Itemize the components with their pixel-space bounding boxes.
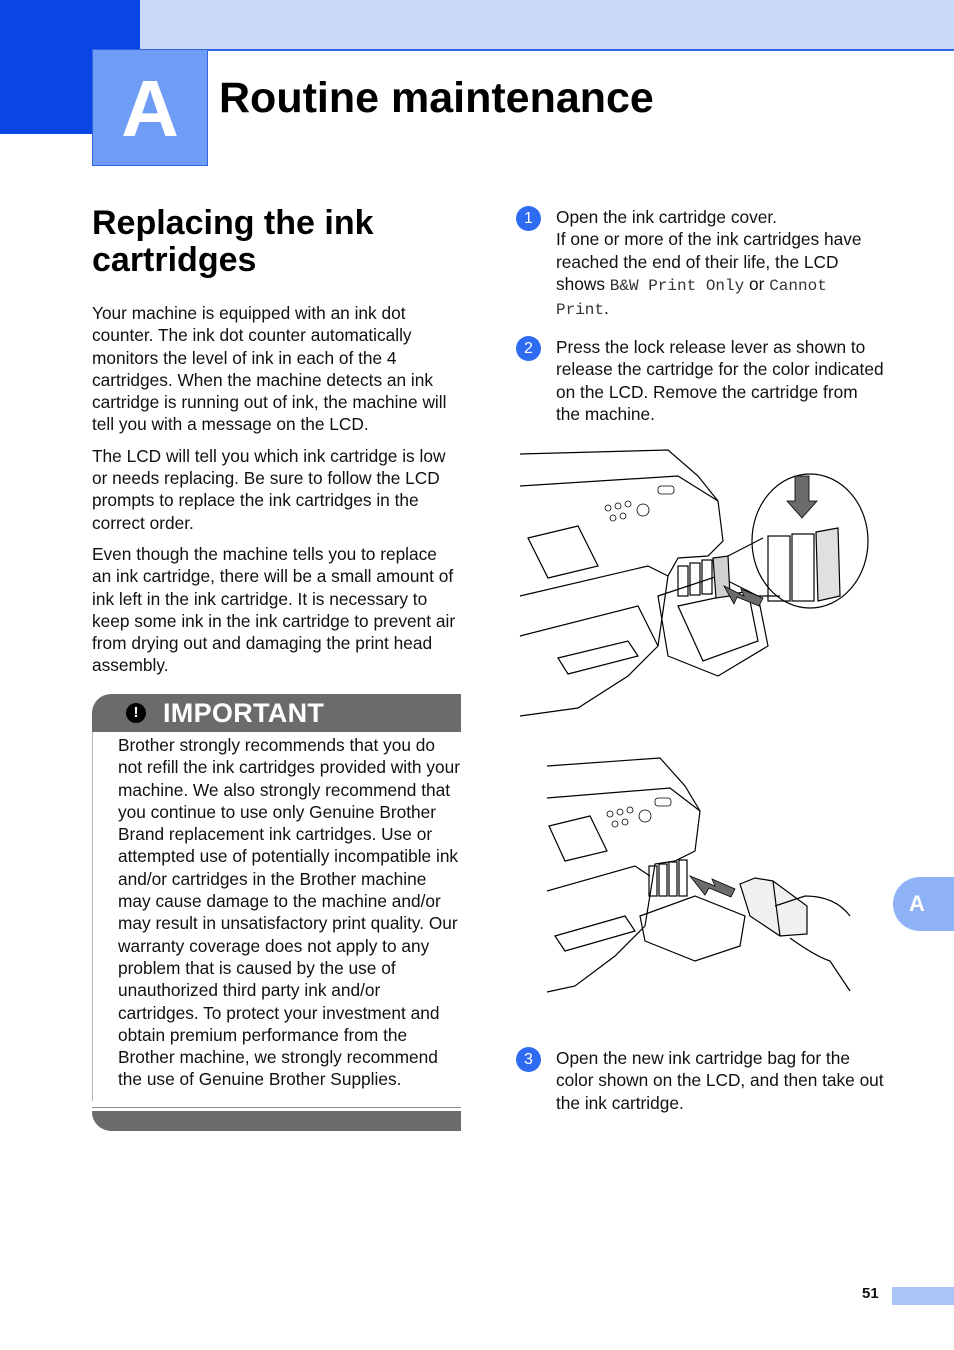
- important-divider: [92, 1107, 461, 1108]
- exclamation-icon: !: [126, 703, 146, 723]
- important-header: [92, 694, 461, 732]
- lcd-message: B&W Print Only: [609, 276, 745, 295]
- important-footer: [92, 1111, 461, 1131]
- intro-paragraph: Your machine is equipped with an ink dot counter. The ink dot counter automatically monitors the level of ink in each of the 4 cartridges. When the machine detects an ink cartridge is running out of ink, the machine will tell you with a message on the LCD.: [92, 303, 447, 435]
- page-number: 51: [862, 1285, 879, 1302]
- step-text-part: .: [604, 298, 609, 319]
- chapter-side-tab: A: [893, 877, 954, 931]
- chapter-title: Routine maintenance: [219, 74, 654, 122]
- step-text-part: If one or more of the ink cartridges have reached the end of their life, the LCD shows: [556, 229, 862, 294]
- important-text: Brother strongly recommends that you do not refill the ink cartridges provided with your machine. We also strongly recommend that you continue to use only Genuine Brother Brand replacement ink cartridges. Use or attempted use of potentially incompatible ink and/or cartridges in the Brother machine may cause damage to the machine and/or may result in unsatisfactory print quality. Our warranty coverage does not apply to any problem that is caused by the use of unauthorized third party ink and/or cartridges. To protect your investment and obtain premium performance from the Brother machine, we strongly recommend the use of Genuine Brother Supplies.: [92, 732, 462, 1101]
- step-text: Open the new ink cartridge bag for the color shown on the LCD, and then take out the ink cartridge.: [556, 1048, 884, 1113]
- step-number: 1: [516, 206, 541, 231]
- step-text-part: or: [744, 273, 770, 294]
- step-text: [556, 206, 886, 321]
- step-3: [516, 1047, 886, 1114]
- step-number: 2: [516, 336, 541, 361]
- intro-paragraph: The LCD will tell you which ink cartridge is low or needs replacing. Be sure to follow the LCD prompts to replace the ink cartridges in the correct order.: [92, 445, 446, 533]
- page-number-bar: [892, 1287, 954, 1305]
- step-text: Press the lock release lever as shown to release the cartridge for the color indicated on the LCD. Remove the cartridge from the machine.: [556, 337, 884, 424]
- lcd-message: Cannot Print: [556, 276, 827, 320]
- printer-remove-cartridge-illustration: [545, 756, 855, 1000]
- header-band: [140, 0, 954, 51]
- section-title: Replacing the ink cartridges: [92, 204, 374, 279]
- step-line: [556, 228, 886, 321]
- intro-text: [92, 302, 460, 686]
- step-number: 3: [516, 1047, 541, 1072]
- chapter-letter: A: [92, 49, 208, 166]
- printer-release-illustration: [518, 446, 874, 718]
- step-1: [516, 206, 886, 321]
- important-box: [92, 694, 461, 1131]
- step-2: [516, 336, 886, 425]
- important-label: IMPORTANT: [163, 697, 325, 728]
- intro-paragraph: Even though the machine tells you to replace an ink cartridge, there will be a small amount of ink left in the ink cartridge. It is necessary to keep some ink in the ink cartridge to prevent air from drying out and damaging the print head assembly.: [92, 543, 456, 676]
- step-line: Open the ink cartridge cover.: [556, 207, 777, 227]
